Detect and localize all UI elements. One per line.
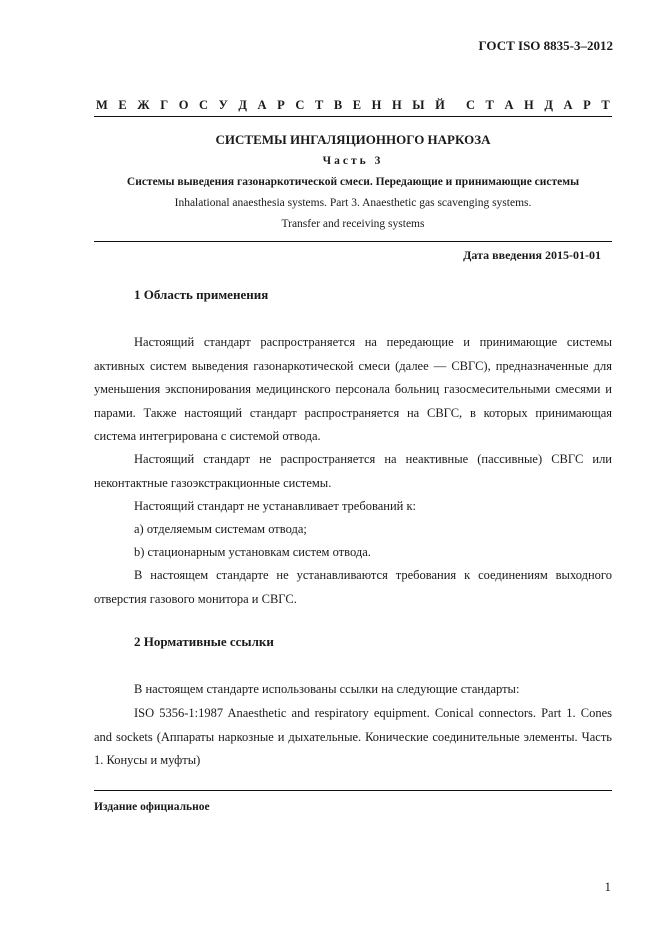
interstate-letter: Т <box>314 98 324 112</box>
footer-divider <box>94 790 612 791</box>
title-block <box>94 131 612 234</box>
interstate-letter: М <box>96 98 108 112</box>
interstate-letter: Д <box>544 98 553 112</box>
interstate-letter: С <box>295 98 305 112</box>
section-1-paragraph-2: Настоящий стандарт не распространяется на неактивные (пассивные) СВГС или неконтактные газоэкстракционные системы. <box>94 452 612 490</box>
interstate-letter: А <box>563 98 573 112</box>
introduction-date: Дата введения 2015-01-01 <box>463 248 601 262</box>
interstate-letter: Й <box>435 98 445 112</box>
top-divider <box>94 116 612 117</box>
part-label: Часть 3 <box>322 155 384 167</box>
interstate-standard-label <box>96 98 610 113</box>
english-title-line-2: Transfer and receiving systems <box>281 218 425 230</box>
english-title-line-1: Inhalational anaesthesia systems. Part 3. Anaesthetic gas scavenging systems. <box>174 197 532 209</box>
interstate-letter: Ж <box>137 98 150 112</box>
interstate-letter: Д <box>238 98 247 112</box>
interstate-letter: С <box>199 98 209 112</box>
section-2-reference: ISO 5356-1:1987 Anaesthetic and respiratory equipment. Conical connectors. Part 1. Cones and sockets (Аппараты наркозные и дыхательные. Конические соединительные элементы. Часть 1. Конусы и муфты) <box>94 706 612 767</box>
section-1-paragraph-1: Настоящий стандарт распространяется на передающие и принимающие системы активных систем выведения газонаркотической смеси (далее — СВГС), предназначенные для уменьшения экспонирования медицинского персонала больниц газосмесительными смесями и парами. Также настоящий стандарт распространяется на СВГС, в которых принимающая система интегрирована с системой отвода. <box>94 335 612 443</box>
interstate-letter: Р <box>583 98 591 112</box>
interstate-letter: Н <box>391 98 402 112</box>
document-code: ГОСТ ISO 8835-3–2012 <box>478 38 613 53</box>
russian-subtitle: Системы выведения газонаркотической смеси. Передающие и принимающие системы <box>126 176 580 188</box>
section-1-paragraph-3: Настоящий стандарт не устанавливает требований к: <box>134 499 416 513</box>
page-number: 1 <box>604 879 611 894</box>
section-1-paragraph-4: В настоящем стандарте не устанавливаются требования к соединениям выходного отверстия газового монитора и СВГС. <box>94 568 612 606</box>
standard-title: СИСТЕМЫ ИНГАЛЯЦИОННОГО НАРКОЗА <box>215 132 491 147</box>
interstate-letter: Ы <box>412 98 425 112</box>
interstate-letter: О <box>178 98 189 112</box>
title-divider <box>94 241 612 242</box>
interstate-letter: В <box>333 98 343 112</box>
section-2-paragraph-1: В настоящем стандарте использованы ссылки на следующие стандарты: <box>134 682 520 696</box>
interstate-letter: Е <box>118 98 127 112</box>
section-2-heading: 2 Нормативные ссылки <box>134 634 274 649</box>
interstate-letter: Г <box>160 98 169 112</box>
interstate-letter: Т <box>485 98 494 112</box>
list-item-a: а) отделяемым системам отвода; <box>134 522 307 536</box>
interstate-letter: С <box>465 98 475 112</box>
interstate-letter: У <box>218 98 228 112</box>
list-item-b: b) стационарным установкам систем отвода. <box>134 545 371 559</box>
interstate-letter: Н <box>371 98 382 112</box>
interstate-letter: Е <box>352 98 362 112</box>
interstate-letter: Т <box>601 98 610 112</box>
section-1-heading: 1 Область применения <box>134 287 269 302</box>
interstate-letter: Р <box>277 98 285 112</box>
interstate-letter: Н <box>524 98 534 112</box>
interstate-letter: А <box>257 98 267 112</box>
interstate-letter: А <box>504 98 514 112</box>
official-edition-label: Издание официальное <box>94 801 210 813</box>
